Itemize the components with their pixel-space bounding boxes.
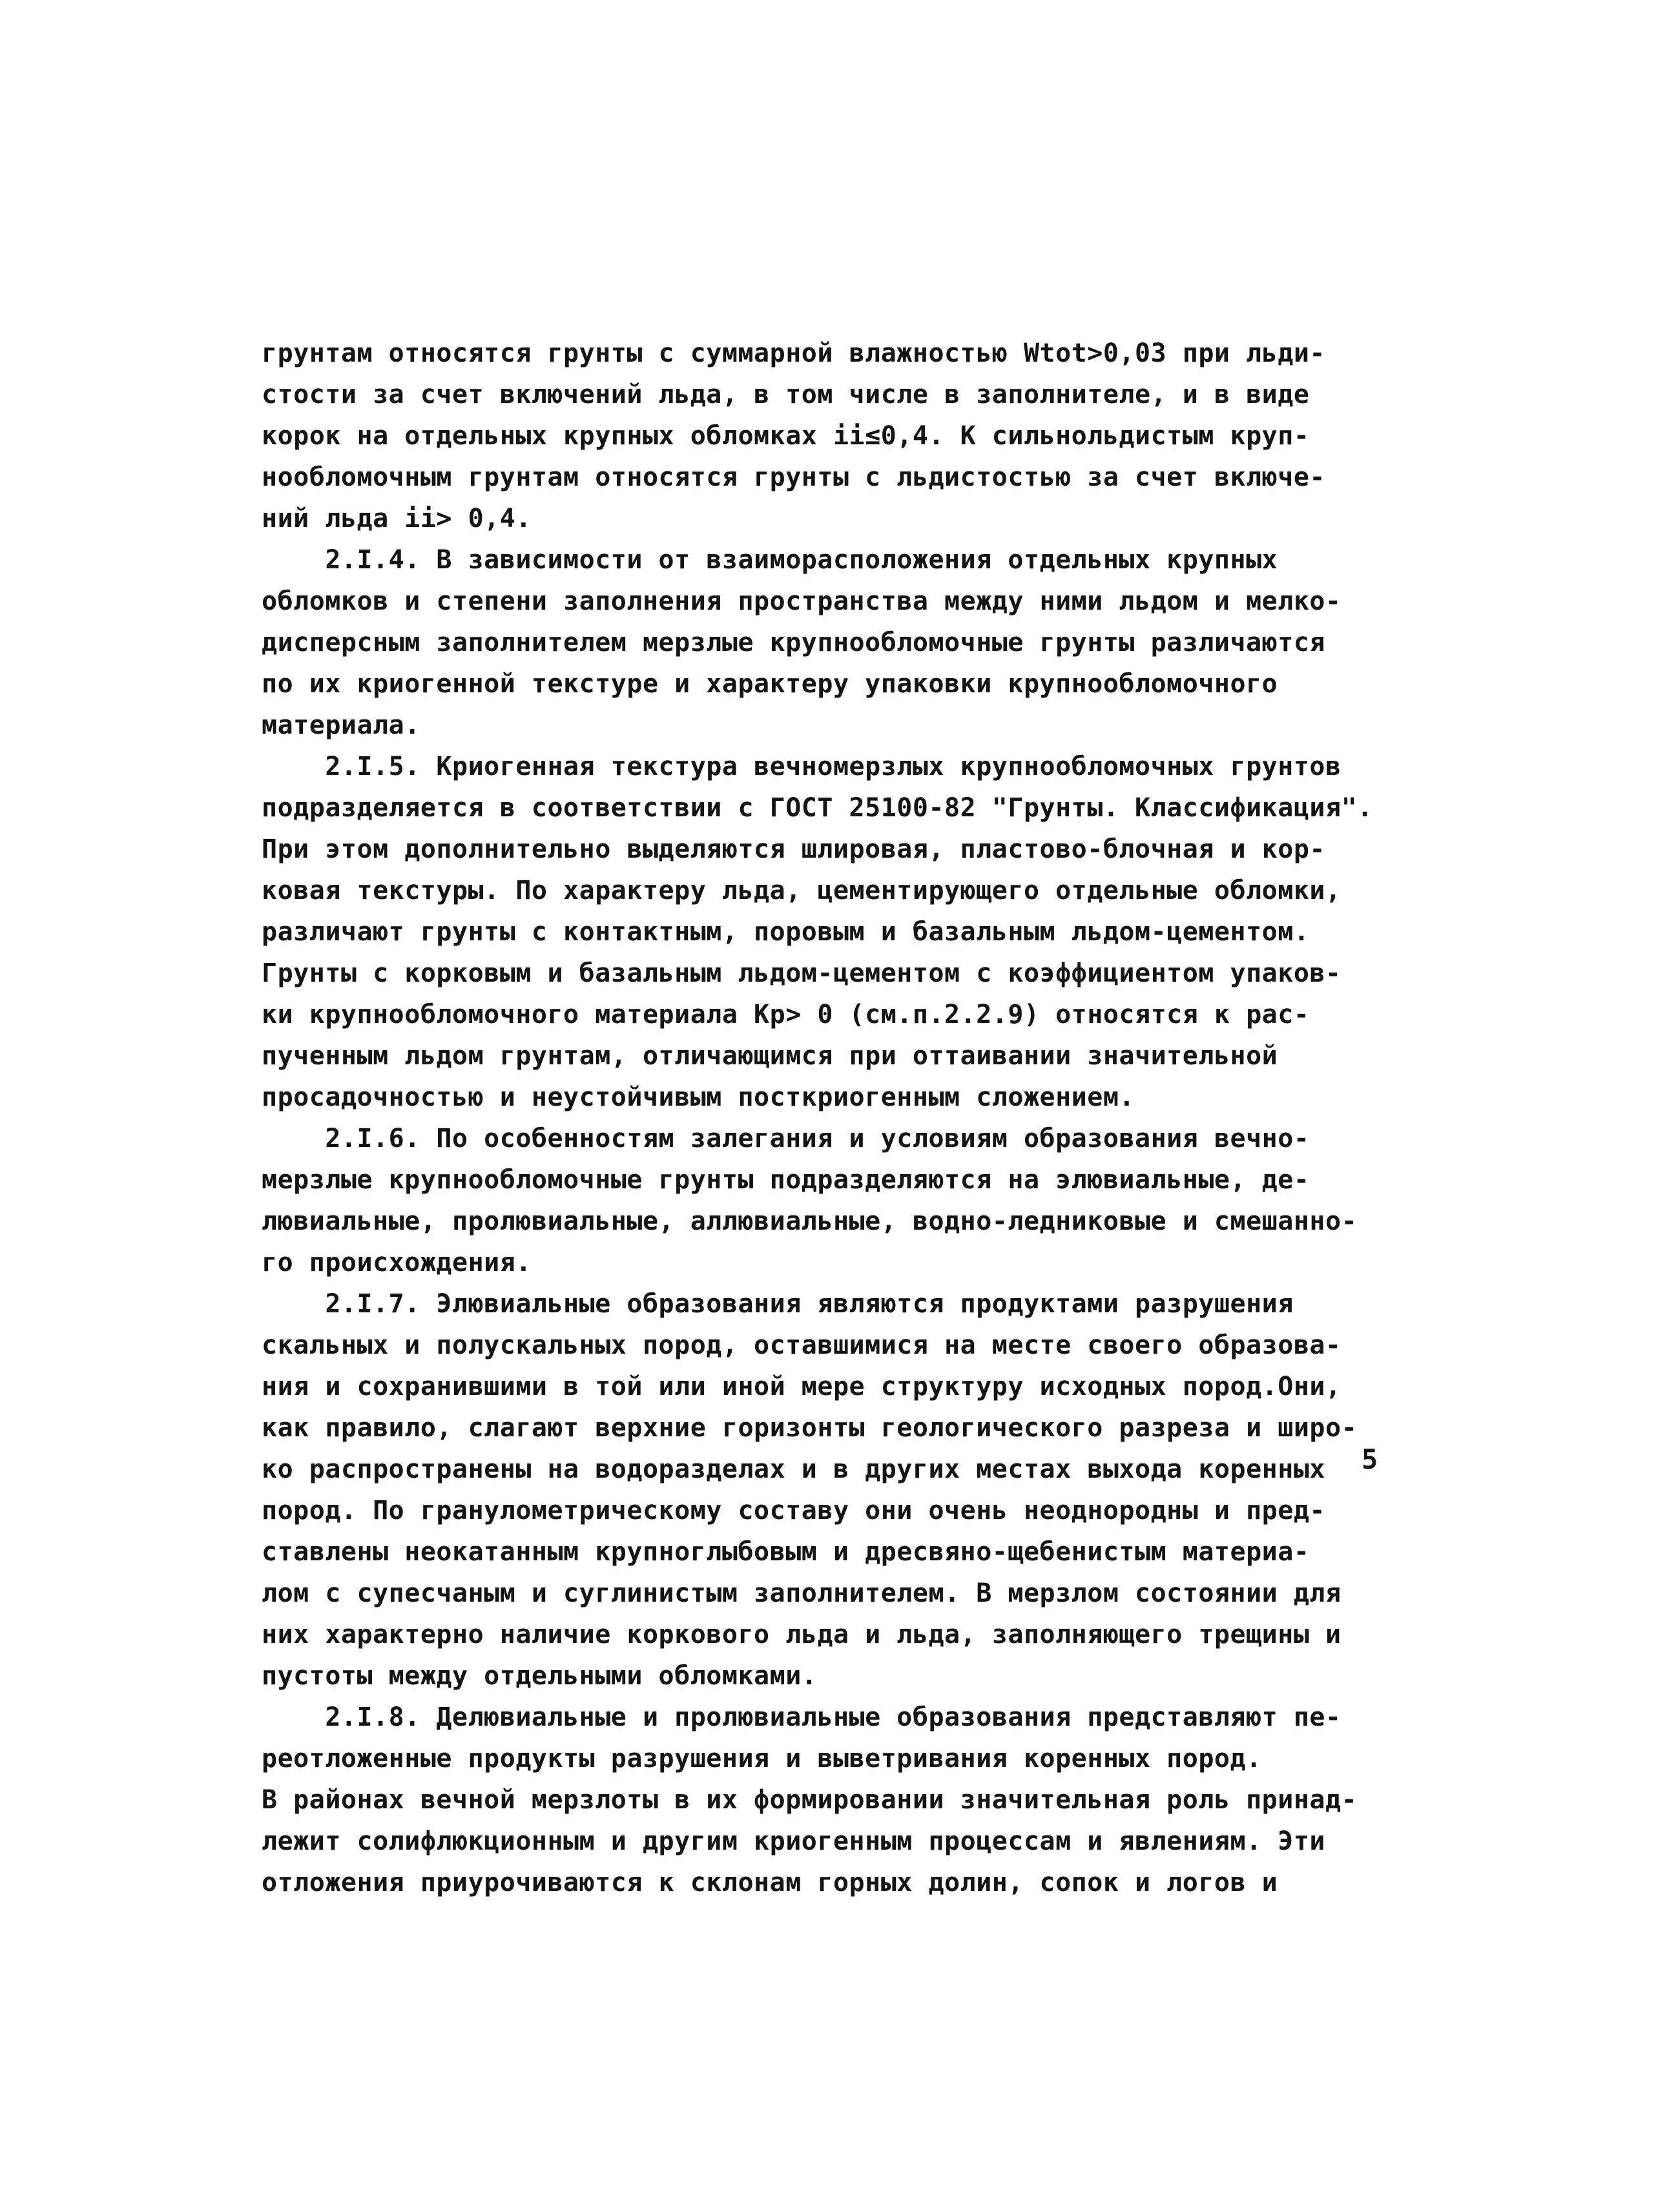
text-line: Грунты с корковым и базальным льдом-цементом с коэффициентом упаков-	[262, 958, 1341, 988]
text-line: стости за счет включений льда, в том числе в заполнителе, и в виде	[262, 380, 1310, 409]
text-line: ки крупнообломочного материала Кр> 0 (см.п.2.2.9) относятся к рас-	[262, 1000, 1310, 1029]
text-line: обломков и степени заполнения пространства между ними льдом и мелко-	[262, 586, 1341, 616]
page-number: 5	[1362, 1443, 1378, 1475]
text-line: лом с супесчаным и суглинистым заполнителем. В мерзлом состоянии для	[262, 1578, 1341, 1608]
text-line: пученным льдом грунтам, отличающимся при оттаивании значительной	[262, 1041, 1278, 1071]
text-line: 2.I.7. Элювиальные образования являются продуктами разрушения	[262, 1289, 1294, 1319]
text-line: лежит солифлюкционным и другим криогенным процессам и явлениям. Эти	[262, 1826, 1325, 1856]
text-line: 2.I.6. По особенностям залегания и условиям образования вечно-	[262, 1124, 1310, 1153]
text-line: по их криогенной текстуре и характеру упаковки крупнообломочного	[262, 669, 1278, 699]
text-line: го происхождения.	[262, 1248, 532, 1277]
text-line: как правило, слагают верхние горизонты геологического разреза и широ-	[262, 1413, 1358, 1443]
text-line: дисперсным заполнителем мерзлые крупнообломочные грунты различаются	[262, 628, 1325, 657]
text-line: скальных и полускальных пород, оставшимися на месте своего образова-	[262, 1330, 1341, 1360]
text-line: лювиальные, пролювиальные, аллювиальные, водно-ледниковые и смешанно-	[262, 1206, 1358, 1236]
text-line: пород. По гранулометрическому составу они очень неоднородны и пред-	[262, 1496, 1325, 1525]
text-line: грунтам относятся грунты с суммарной влажностью Wtot>0,03 при льди-	[262, 338, 1325, 368]
text-line: материала.	[262, 710, 420, 740]
text-line: просадочностью и неустойчивым посткриогенным сложением.	[262, 1082, 1135, 1112]
text-line: различают грунты с контактным, поровым и базальным льдом-цементом.	[262, 917, 1310, 947]
text-line: корок на отдельных крупных обломках ii≤0,4. К сильнольдистым круп-	[262, 421, 1310, 451]
text-line: реотложенные продукты разрушения и выветривания коренных пород.	[262, 1744, 1262, 1773]
text-line: 2.I.4. В зависимости от взаиморасположения отдельных крупных	[262, 545, 1278, 575]
text-line: 2.I.5. Криогенная текстура вечномерзлых крупнообломочных грунтов	[262, 752, 1341, 781]
text-line: ковая текстуры. По характеру льда, цементирующего отдельные обломки,	[262, 876, 1341, 905]
text-line: них характерно наличие коркового льда и льда, заполняющего трещины и	[262, 1620, 1341, 1649]
text-line: мерзлые крупнообломочные грунты подразделяются на элювиальные, де-	[262, 1165, 1310, 1195]
text-line: ко распространены на водоразделах и в других местах выхода коренных	[262, 1454, 1325, 1484]
text-line: При этом дополнительно выделяются шлировая, пластово-блочная и кор-	[262, 834, 1325, 864]
text-line: нообломочным грунтам относятся грунты с льдистостью за счет включе-	[262, 462, 1325, 492]
text-line: ний льда ii> 0,4.	[262, 504, 532, 533]
text-line: В районах вечной мерзлоты в их формировании значительная роль принад-	[262, 1785, 1358, 1815]
text-line: 2.I.8. Делювиальные и пролювиальные образования представляют пе-	[262, 1702, 1341, 1732]
text-line: ния и сохранившими в той или иной мере структуру исходных пород.Они,	[262, 1372, 1341, 1401]
text-line: ставлены неокатанным крупноглыбовым и дресвяно-щебенистым материа-	[262, 1537, 1310, 1567]
text-line: подразделяется в соответствии с ГОСТ 25100-82 "Грунты. Классификация".	[262, 793, 1373, 823]
document-body-text	[262, 333, 1418, 1903]
text-line: отложения приурочиваются к склонам горных долин, сопок и логов и	[262, 1868, 1278, 1897]
text-line: пустоты между отдельными обломками.	[262, 1661, 818, 1691]
